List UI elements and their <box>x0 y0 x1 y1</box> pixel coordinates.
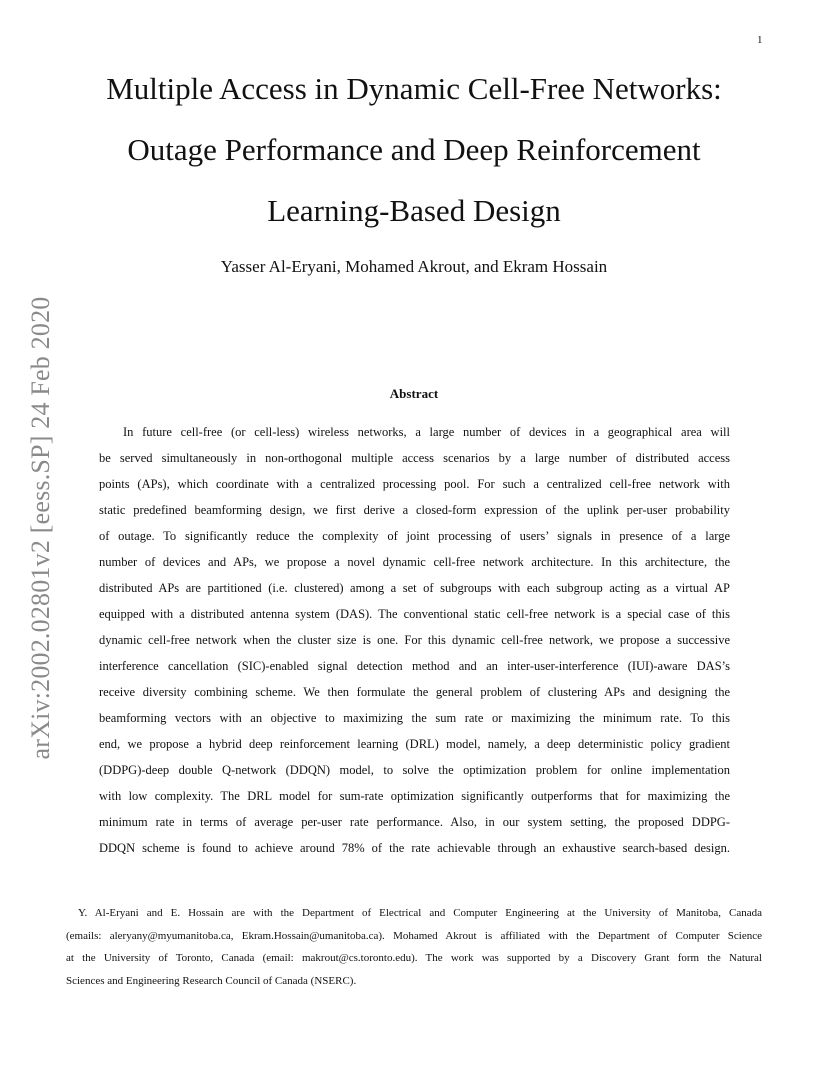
abstract-line: dynamic cell-free network when the cluster size is one. For this dynamic cell-free network, we propose a successive <box>99 633 730 647</box>
abstract-line: of outage. To significantly reduce the complexity of joint processing of users’ signals in presence of a large <box>99 529 730 543</box>
abstract-heading: Abstract <box>389 386 439 401</box>
page-number: 1 <box>757 34 763 46</box>
footnote-line: (emails: aleryany@myumanitoba.ca, Ekram.Hossain@umanitoba.ca). Mohamed Akrout is affiliated with the Department of Computer Science <box>66 929 762 942</box>
abstract-line: (DDPG)-deep double Q-network (DDQN) model, to solve the optimization problem for online implementation <box>99 763 730 777</box>
abstract-line: minimum rate in terms of average per-user rate performance. Also, in our system setting, the proposed DDPG- <box>99 815 730 829</box>
abstract-body <box>99 419 730 861</box>
abstract-line: beamforming vectors with an objective to maximizing the sum rate or maximizing the minimum rate. To this <box>99 711 730 725</box>
arxiv-identifier-stamp: arXiv:2002.02801v2 [eess.SP] 24 Feb 2020 <box>26 296 55 760</box>
footnote-line: Y. Al-Eryani and E. Hossain are with the Department of Electrical and Computer Engineering at the University of Manitoba, Canada <box>78 907 762 919</box>
abstract-line: points (APs), which coordinate with a centralized processing pool. For such a centralized cell-free network with <box>99 477 730 491</box>
abstract-line: In future cell-free (or cell-less) wireless networks, a large number of devices in a geographical area will <box>123 425 730 439</box>
footnote-line: Sciences and Engineering Research Council of Canada (NSERC). <box>66 975 357 988</box>
title-line: Outage Performance and Deep Reinforcement <box>127 132 701 167</box>
paper-title <box>60 58 768 241</box>
abstract-line: equipped with a distributed antenna system (DAS). The conventional static cell-free network is a special case of this <box>99 607 730 621</box>
title-line: Learning-Based Design <box>267 193 561 228</box>
author-list: Yasser Al-Eryani, Mohamed Akrout, and Ekram Hossain <box>220 257 608 276</box>
abstract-line: static predefined beamforming design, we first derive a closed-form expression of the uplink per-user probability <box>99 503 730 517</box>
abstract-line: interference cancellation (SIC)-enabled signal detection method and an inter-user-interference (IUI)-aware DAS’s <box>99 659 730 673</box>
abstract-line: distributed APs are partitioned (i.e. clustered) among a set of subgroups with each subgroup acting as a virtual AP <box>99 581 730 595</box>
abstract-line: number of devices and APs, we propose a novel dynamic cell-free network architecture. In this architecture, the <box>99 555 730 569</box>
abstract-line: DDQN scheme is found to achieve around 78% of the rate achievable through an exhaustive search-based design. <box>99 841 730 855</box>
abstract-line: receive diversity combining scheme. We then formulate the general problem of clustering APs and designing the <box>99 685 730 699</box>
abstract-line: with low complexity. The DRL model for sum-rate optimization significantly outperforms that for maximizing the <box>99 789 730 803</box>
footnote-line: at the University of Toronto, Canada (email: makrout@cs.toronto.edu). The work was supported by a Discovery Grant form the Natural <box>66 952 762 965</box>
affiliation-footnote <box>66 902 762 993</box>
abstract-line: end, we propose a hybrid deep reinforcement learning (DRL) model, namely, a deep deterministic policy gradient <box>99 737 730 751</box>
abstract-line: be served simultaneously in non-orthogonal multiple access scenarios by a large number of distributed access <box>99 451 730 465</box>
title-line: Multiple Access in Dynamic Cell-Free Networks: <box>106 71 722 106</box>
